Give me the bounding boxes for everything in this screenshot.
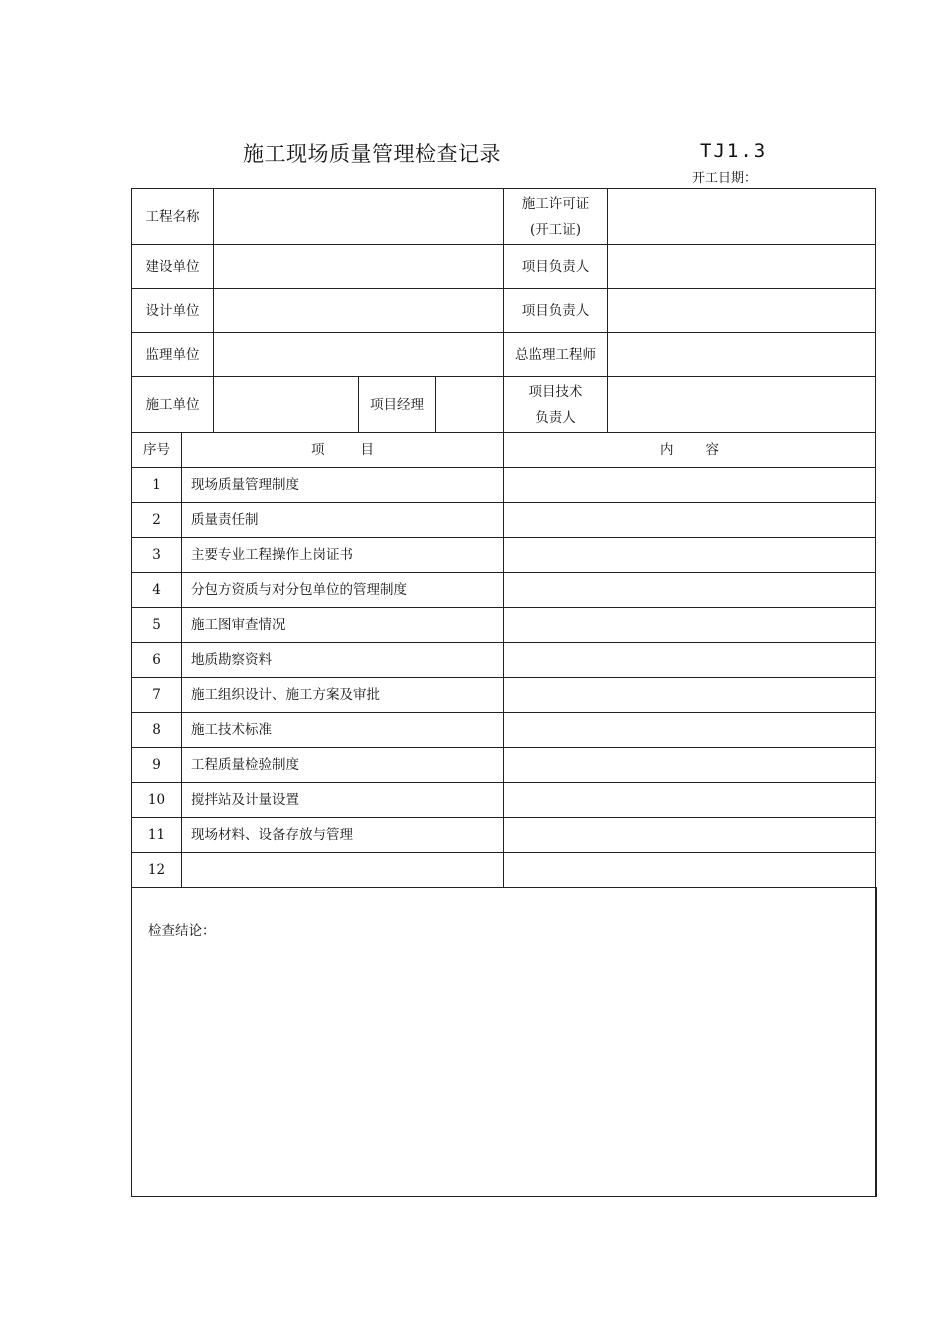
project-name-field[interactable] [214, 189, 504, 245]
row-no: 9 [132, 748, 182, 783]
row-no: 6 [132, 643, 182, 678]
row-no: 1 [132, 468, 182, 503]
start-date-label: 开工日期： [692, 171, 758, 186]
row-item: 现场质量管理制度 [182, 468, 504, 503]
row-no: 2 [132, 503, 182, 538]
row-item: 工程质量检验制度 [182, 748, 504, 783]
no-header: 序号 [132, 433, 182, 468]
contractor-field[interactable] [214, 377, 359, 433]
chief-supervisor-field[interactable] [608, 333, 876, 377]
row-item: 主要专业工程操作上岗证书 [182, 538, 504, 573]
row-item: 施工组织设计、施工方案及审批 [182, 678, 504, 713]
permit-label [504, 189, 608, 245]
row-item[interactable] [182, 853, 504, 888]
project-name-label: 工程名称 [132, 189, 214, 245]
row-no: 8 [132, 713, 182, 748]
row-no: 7 [132, 678, 182, 713]
page-title: 施工现场质量管理检查记录 [243, 142, 501, 166]
project-manager-field[interactable] [436, 377, 504, 433]
tech-leader-label-line1: 项目技术 [528, 383, 583, 400]
content-header: 内容 [504, 433, 876, 468]
row-content-field[interactable] [504, 713, 876, 748]
row-content-field[interactable] [504, 818, 876, 853]
contractor-label: 施工单位 [132, 377, 214, 433]
row-no: 3 [132, 538, 182, 573]
supervisor-label: 监理单位 [132, 333, 214, 377]
row-no: 12 [132, 853, 182, 888]
conclusion-label: 检查结论： [148, 923, 216, 939]
table-row [132, 573, 876, 608]
row-content-field[interactable] [504, 538, 876, 573]
table-row [132, 608, 876, 643]
row-item: 分包方资质与对分包单位的管理制度 [182, 573, 504, 608]
table-row [132, 468, 876, 503]
row-content-field[interactable] [504, 608, 876, 643]
supervisor-field[interactable] [214, 333, 504, 377]
table-row [132, 643, 876, 678]
designer-label: 设计单位 [132, 289, 214, 333]
row-content-field[interactable] [504, 643, 876, 678]
permit-label-line2: (开工证) [529, 221, 582, 238]
designer-leader-field[interactable] [608, 289, 876, 333]
row-item: 质量责任制 [182, 503, 504, 538]
row-no: 4 [132, 573, 182, 608]
table-row [132, 678, 876, 713]
row-content-field[interactable] [504, 678, 876, 713]
table-row [132, 748, 876, 783]
designer-leader-label: 项目负责人 [504, 289, 608, 333]
tech-leader-label-line2: 负责人 [535, 409, 576, 426]
row-item: 现场材料、设备存放与管理 [182, 818, 504, 853]
builder-leader-field[interactable] [608, 245, 876, 289]
row-item: 地质勘察资料 [182, 643, 504, 678]
tech-leader-field[interactable] [608, 377, 876, 433]
builder-leader-label: 项目负责人 [504, 245, 608, 289]
row-content-field[interactable] [504, 503, 876, 538]
table-row [132, 538, 876, 573]
row-no: 10 [132, 783, 182, 818]
row-content-field[interactable] [504, 783, 876, 818]
conclusion-area[interactable] [132, 888, 876, 1197]
row-no: 5 [132, 608, 182, 643]
table-row [132, 853, 876, 888]
row-item: 施工技术标准 [182, 713, 504, 748]
row-content-field[interactable] [504, 573, 876, 608]
table-row [132, 503, 876, 538]
designer-field[interactable] [214, 289, 504, 333]
row-no: 11 [132, 818, 182, 853]
project-manager-label: 项目经理 [359, 377, 436, 433]
form-code: TJ1.3 [700, 140, 768, 162]
chief-supervisor-label: 总监理工程师 [504, 333, 608, 377]
table-row [132, 713, 876, 748]
tech-leader-label [504, 377, 608, 433]
table-row [132, 818, 876, 853]
row-item: 搅拌站及计量设置 [182, 783, 504, 818]
permit-field[interactable] [608, 189, 876, 245]
row-content-field[interactable] [504, 853, 876, 888]
permit-label-line1: 施工许可证 [521, 195, 590, 212]
row-item: 施工图审查情况 [182, 608, 504, 643]
row-content-field[interactable] [504, 748, 876, 783]
table-row [132, 783, 876, 818]
builder-field[interactable] [214, 245, 504, 289]
row-content-field[interactable] [504, 468, 876, 503]
builder-label: 建设单位 [132, 245, 214, 289]
inspection-table [131, 188, 877, 1197]
item-header: 项目 [182, 433, 504, 468]
